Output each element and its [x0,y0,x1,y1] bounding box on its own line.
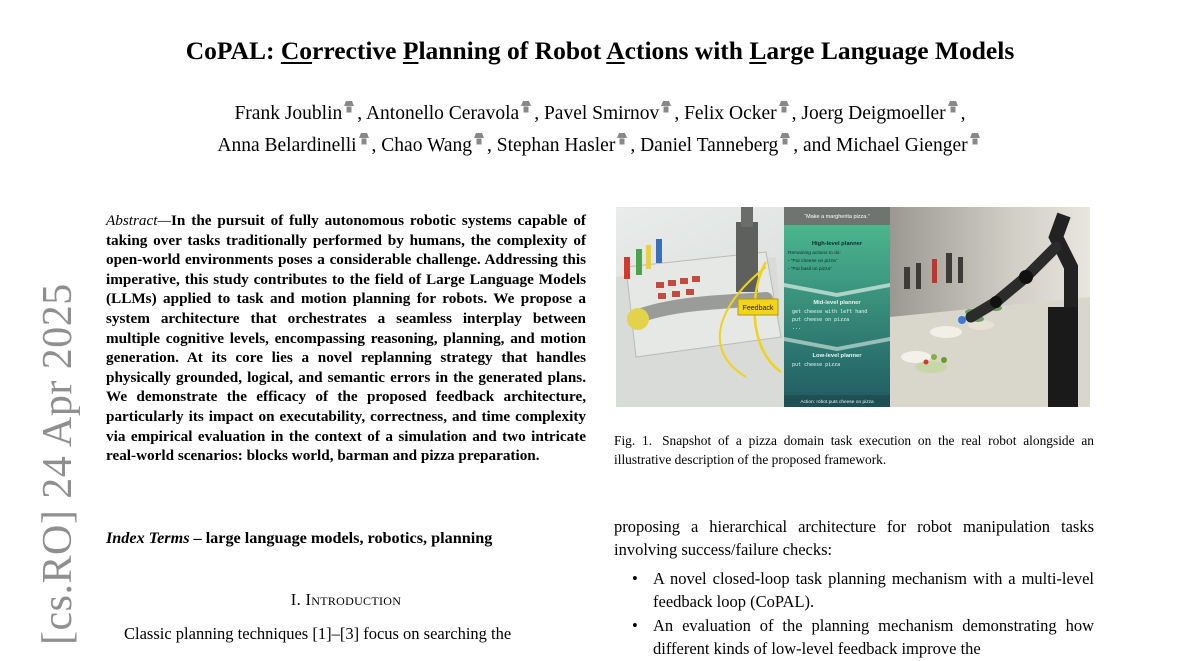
author-name: Chao Wang [381,135,472,156]
contribution-intro: proposing a hierarchical architecture for robot manipulation tasks involving success/failure checks: [614,517,1094,559]
intro-paragraph: Classic planning techniques [1]–[3] focus on searching the [124,624,512,643]
author-list: Frank Joublin , Antonello Ceravola , Pavel Smirnov , Felix Ocker , Joerg Deigmoeller , Anna Belardinelli , Chao Wang , Stephan Hasler , Daniel Tanneberg , and Michael Gienger [0,98,1200,162]
feedback-label: Feedback [742,305,774,312]
orcid-icon[interactable] [778,99,790,113]
author-name: Stephan Hasler [496,135,616,156]
orcid-icon[interactable] [473,131,485,145]
action-caption: Action: robot puts cheese on pizza [800,400,874,405]
mid-planner-line: get cheese with left hand [792,309,868,315]
author-name: Anna Belardinelli [217,135,357,156]
author-name: Joerg Deigmoeller [801,103,946,124]
arxiv-stamp-text: [cs.RO] 24 Apr 2025 [35,283,81,645]
author-name: Frank Joublin [234,103,343,124]
contribution-list [614,567,1094,661]
index-terms [106,527,586,550]
mid-planner-line: put cheese on pizza [792,317,850,323]
high-planner-line: Remaining actions to do: [788,251,841,256]
low-planner-line: put cheese pizza [792,362,841,368]
orcid-icon[interactable] [358,131,370,145]
paper-title: CoPAL: Corrective Planning of Robot Actions with Large Language Models [185,36,1015,65]
abstract [106,211,586,466]
caption-text: Snapshot of a pizza domain task execution on the real robot alongside an illustrative description of the proposed framework. [614,433,1094,467]
author-name: Pavel Smirnov [543,103,660,124]
mid-planner-title: Mid-level planner [813,300,861,306]
mid-planner-line: ... [792,325,802,331]
index-terms-lead: Index Terms [106,529,190,547]
high-planner-line: - “Put cheese on pizza” [788,259,838,264]
author-name: and Michael Gienger [803,135,968,156]
figure-1 [616,207,1090,407]
author-name: Daniel Tanneberg [640,135,779,156]
author-name: Felix Ocker [684,103,777,124]
orcid-icon[interactable] [660,99,672,113]
orcid-icon[interactable] [520,99,532,113]
high-planner-line: - “Put basil on pizza” [788,267,832,272]
low-planner-title: Low-level planner [812,353,862,359]
orcid-icon[interactable] [343,99,355,113]
arxiv-stamp [28,283,81,648]
list-item: • A novel closed-loop task planning mechanism with a multi-level feedback loop (CoPAL). [614,567,1094,613]
figure-illustration [616,207,1090,407]
author-name: Antonello Ceravola [365,103,520,124]
orcid-icon[interactable] [969,131,981,145]
abstract-text: In the pursuit of fully autonomous robotic systems capable of taking over tasks traditionally performed by humans, the complexity of open-world environments poses a considerable challenge. Addressing this imperative, this study contributes to the field of Large Language Models (LLMs) applied to task and motion planning for robots. We propose a system architecture that orchestrates a seamless interplay between multiple cognitive levels, encompassing reasoning, planning, and motion generation. At its core lies a novel replanning strategy that handles physically grounded, logical, and semantic errors in the generated plans. We demonstrate the efficacy of the proposed feedback architecture, particularly its impact on executability, correctness, and time complexity via empirical evaluation in the context of a simulation and two intricate real-world scenarios: blocks world, barman and pizza preparation. [106,212,586,465]
section-heading: I. Introduction [290,590,402,609]
high-planner-title: High-level planner [811,241,863,247]
abstract-lead: Abstract— [106,212,171,229]
list-item: • An evaluation of the planning mechanism demonstrating how different kinds of low-level feedback improve the [614,614,1094,660]
orcid-icon[interactable] [779,131,791,145]
orcid-icon[interactable] [947,99,959,113]
figure-caption [614,431,1094,469]
orcid-icon[interactable] [616,131,628,145]
figure-banner: “Make a margherita pizza.” [804,214,870,220]
figure-label: Fig. 1. [614,433,653,448]
index-terms-text: – large language models, robotics, planning [189,529,493,547]
